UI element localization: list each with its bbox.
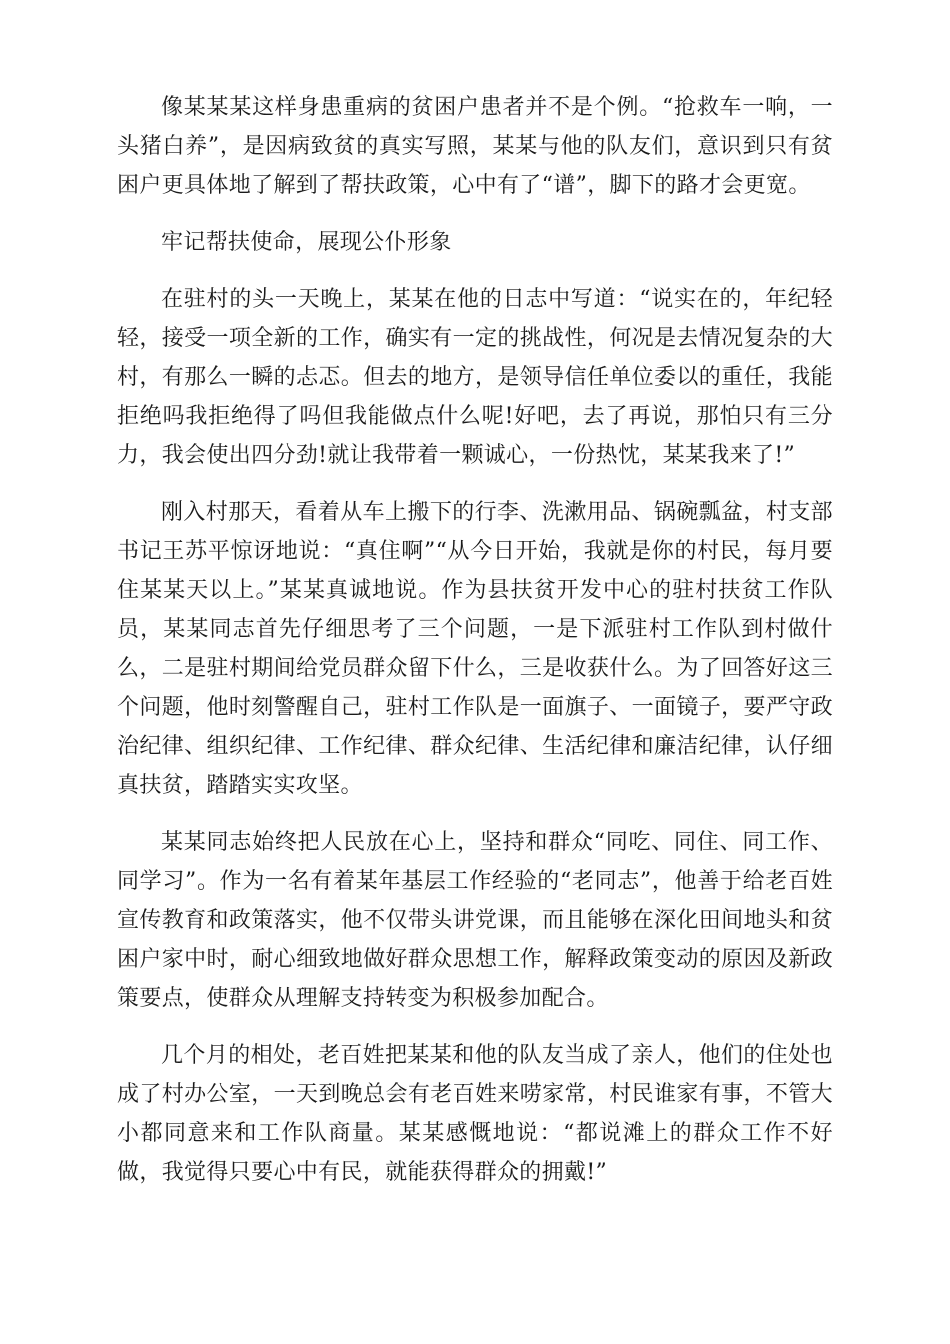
paragraph-gap: [117, 805, 833, 823]
paragraph-with-people: 某某同志始终把人民放在心上，坚持和群众“同吃、同住、同工作、同学习”。作为一名有着某年基层工作经验的“老同志”，他善于给老百姓宣传教育和政策落实，他不仅带头讲党课，而且能够在深化田间地头和贫困户家中时，耐心细致地做好群众思想工作，解释政策变动的原因及新政策要点，使群众从理解支持转变为积极参加配合。: [117, 830, 833, 1011]
paragraph-gap: [117, 205, 833, 223]
paragraph-diary: 在驻村的头一天晚上，某某在他的日志中写道：“说实在的，年纪轻轻，接受一项全新的工作，确实有一定的挑战性，何况是去情况复杂的大村，有那么一瞬的忐忑。但去的地方，是领导信任单位委以的重任，我能拒绝吗我拒绝得了吗但我能做点什么呢!好吧，去了再说，那怕只有三分力，我会使出四分劲!就让我带着一颗诚心，一份热忱，某某我来了!”: [117, 287, 833, 468]
paragraph-gap: [117, 1018, 833, 1036]
paragraph-gap: [117, 262, 833, 280]
paragraph-months-together: 几个月的相处，老百姓把某某和他的队友当成了亲人，他们的住处也成了村办公室，一天到晚总会有老百姓来唠家常，村民谁家有事，不管大小都同意来和工作队商量。某某感慨地说：“都说滩上的群众工作不好做，我觉得只要心中有民，就能获得群众的拥戴!”: [117, 1043, 833, 1185]
paragraph-arrival: 刚入村那天，看着从车上搬下的行李、洗漱用品、锅碗瓢盆，村支部书记王苏平惊讶地说：“真住啊”“从今日开始，我就是你的村民，每月要住某某天以上。”某某真诚地说。作为县扶贫开发中心的驻村扶贫工作队员，某某同志首先仔细思考了三个问题，一是下派驻村工作队到村做什么，二是驻村期间给党员群众留下什么，三是收获什么。为了回答好这三个问题，他时刻警醒自己，驻村工作队是一面旗子、一面镜子，要严守政治纪律、组织纪律、工作纪律、群众纪律、生活纪律和廉洁纪律，认仔细真扶贫，踏踏实实攻坚。: [117, 500, 833, 798]
paragraph-poverty-illness: 像某某某这样身患重病的贫困户患者并不是个例。“抢救车一响，一头猪白养”，是因病致贫的真实写照，某某与他的队友们，意识到只有贫困户更具体地了解到了帮扶政策，心中有了“谱”，脚下的路才会更宽。: [117, 95, 833, 198]
section-heading: 牢记帮扶使命，展现公仆形象: [161, 230, 452, 255]
paragraph-gap: [117, 475, 833, 493]
document-body: [117, 88, 833, 1192]
